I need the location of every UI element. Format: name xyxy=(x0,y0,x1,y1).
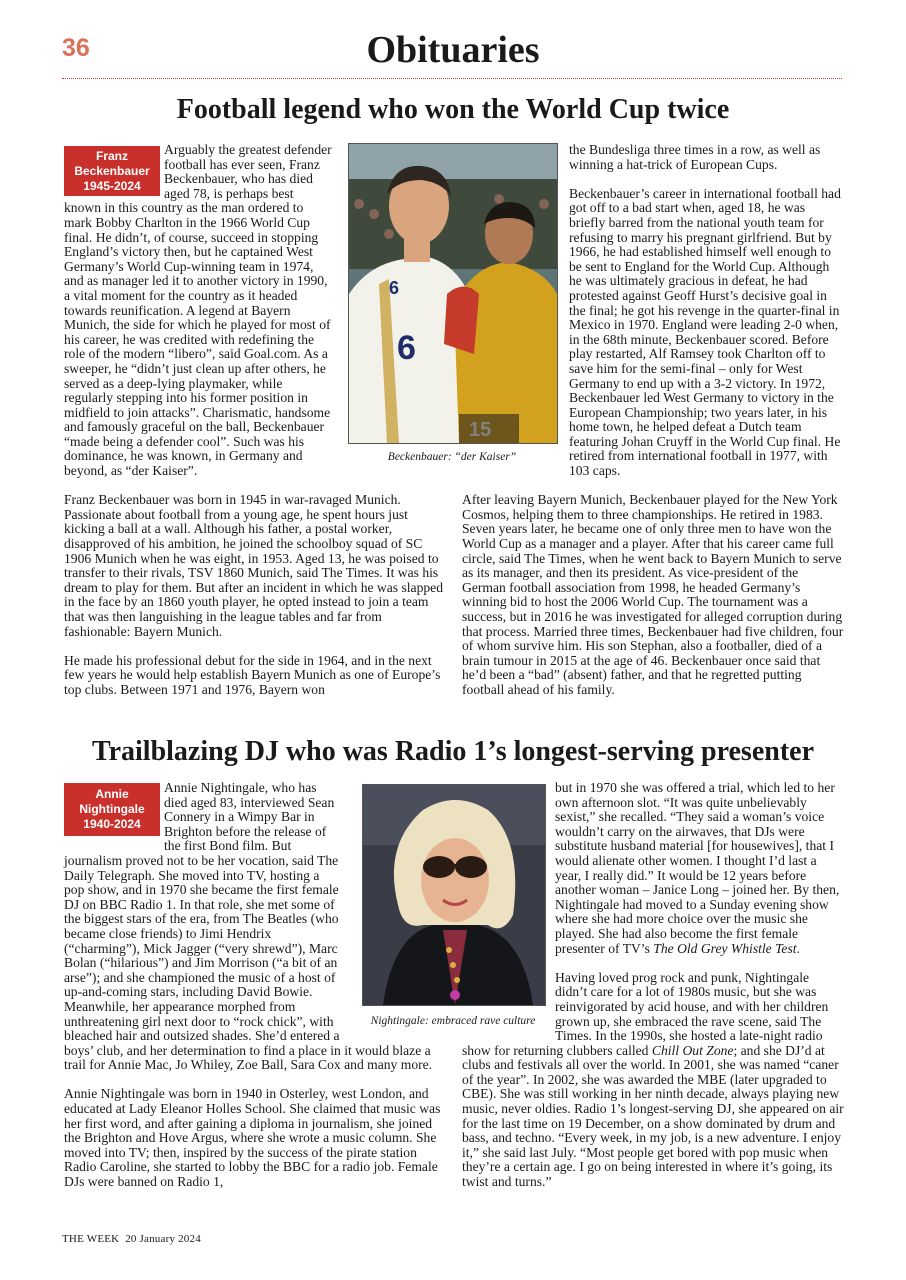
article2-photo-space xyxy=(343,781,450,1031)
article2-paragraph: Annie Nightingale was born in 1940 in Osterley, west London, and educated at Lady Eleanor Holles School. She claimed that music was her first word, and after gaining a diploma in journalism, she joined the Brighton and Hove Argus, where she wrote a music column. She moved into TV; then, inspired by the success of the pirate station Radio Caroline, she started to lobby the BBC for a radio job. Female DJs were banned on Radio 1, xyxy=(64,1086,441,1190)
article1-photo-space-right xyxy=(462,143,569,479)
article1-photo-space xyxy=(333,143,450,485)
article2-right-column xyxy=(462,781,844,1190)
article1-paragraph: Arguably the greatest defender football has ever seen, Franz Beckenbauer, who has died aged 78, is perhaps best known in this country as the man ordered to mark Bobby Charlton in the 1966 World Cup final. He didn’t, of course, succeed in stopping England’s victory then, but he captained West Germany’s World Cup-winning team in 1974, and as manager led it to another victory in 1990, a vital moment for the country as it headed towards reunification. A legend at Bayern Munich, the side for which he played for most of his career, he was credited with redefining the role of the modern “libero”, said Goal.com. As a sweeper, he “didn’t just clean up after others, he served as a deep-lying playmaker, while regularly stepping into his former position in midfield to join attacks”. Charismatic, handsome and famously graceful on the ball, Beckenbauer “made being a defender cool”. Such was his dominance, he was known, in Germany and beyond, as “der Kaiser”. xyxy=(64,142,332,479)
header-divider xyxy=(62,78,842,79)
article2-headline: Trailblazing DJ who was Radio 1’s longest-serving presenter xyxy=(91,736,815,767)
article1-tag-space xyxy=(64,143,164,188)
article2-tag-name: Annie Nightingale xyxy=(79,787,145,816)
article1-headline: Football legend who won the World Cup twice xyxy=(176,94,730,125)
article1-paragraph: Franz Beckenbauer was born in 1945 in war-ravaged Munich. Passionate about football from a young age, he spent hours just kicking a ball at a wall. Although his father, a postal worker, disapproved of his ambition, he joined the schoolboy squad of SC 1906 Munich when he was eight, in 1953. Aged 13, he was poised to transfer to their rivals, TSV 1860 Munich, said The Times. It was his dream to play for them. But after an incident in which he was slapped in the face by an 1860 youth player, he opted instead to join a team that was then languishing in the league tables and far from fashionable: Bayern Munich. xyxy=(64,492,443,639)
article2-text-run: but in 1970 she was offered a trial, which led to her own afternoon slot. “It was quite unbelievably sexist,” she recalled. “They said a woman’s voice wouldn’t carry on the airwaves, that DJs were substitute husband material [for housewives], that I would alienate other women. I thought I’d last a year, I really did.” It would be 12 years before another woman – Janice Long – joined her. By then, Nightingale had moved to a Sunday evening show where she had more choice over the music she played. She had also become the first female presenter of TV’s xyxy=(555,780,840,956)
article1-tag-years: 1945-2024 xyxy=(83,178,141,193)
page-number: 36 xyxy=(62,34,90,62)
article2-text-run: . xyxy=(796,940,800,956)
article2-text-run: ; and she DJ’d at clubs and festivals all over the world. In 2001, she was named “caner of the year”. In 2002, she was awarded the MBE (later upgraded to CBE). She was still working in her ninth decade, always playing new music, never oldies. Radio 1’s longest-serving DJ, she appeared on air for the last time on 19 December, on a show dominated by drum and bass, and techno. “Every week, in my job, is a new adventure. I enjoy it,” she said last July. “Most people get bored with pop music when they’re a certain age. I go on being interested in where it’s going, its twist and turns.” xyxy=(462,1042,844,1190)
article2-paragraph: Annie Nightingale, who has died aged 83, interviewed Sean Connery in a Wimpy Bar in Brighton before the release of the first Bond film. But journalism proved not to be her vocation, said The Daily Telegraph. She moved into TV, hosting a pop show, and in 1970 she became the first female DJ on BBC Radio 1. In that role, she met some of the biggest stars of the era, from The Beatles (who became close friends) to Jimi Hendrix (“charming”), Mick Jagger (“very shrewd”), Marc Bolan (“hilarious”) and Jim Morrison (“a bit of an arse”); and she championed the music of a host of up-and-coming stars, including David Bowie. Meanwhile, her appearance morphed from unthreatening girl next door to “rock chick”, with bleached hair and outsized shades. She’d entered a boys’ club, and her determination to find a place in it would blaze a trail for Annie Mac, Jo Whiley, Zoe Ball, Sara Cox and many more. xyxy=(64,780,433,1073)
article1-paragraph: Beckenbauer’s career in international football had got off to a bad start when, aged 18, he was briefly barred from the national youth team for refusing to marry his pregnant girlfriend. But by 1966, he had established himself well enough to be sent to England for the World Cup. Although he was ultimately gracious in defeat, he had protested against Geoff Hurst’s decisive goal in the final; he got his revenge in the quarter-final in Mexico in 1970. England were leading 2-0 when, in the 68th minute, Beckenbauer scored. Before play restarted, Alf Ramsey took Charlton off to save him for the semi-final – only for West Germany to end up with a 3-2 victory. In 1972, Beckenbauer led West Germany to victory in the European Championship; two years later, in his home town, he helped defeat a Dutch team featuring Johan Cruyff in the World Cup final. He retired from international football in 1977, with 103 caps. xyxy=(569,185,841,479)
article1-paragraph: the Bundesliga three times in a row, as well as winning a hat-trick of European Cups. xyxy=(569,142,821,172)
article2-show-title: Chill Out Zone xyxy=(651,1042,734,1058)
article2-left-column xyxy=(64,781,450,1190)
article2-programme-title: The Old Grey Whistle Test xyxy=(653,940,797,956)
article2-photo-space-right xyxy=(462,781,555,1033)
page-footer: THE WEEK 20 January 2024 xyxy=(62,1233,201,1245)
article1-paragraph: After leaving Bayern Munich, Beckenbauer played for the New York Cosmos, helping them to three championships. He retired in 1983. Seven years later, he became one of only three men to have won the World Cup as a manager and a player. After that his career came full circle, said The Times, when he went back to Bayern Munich to serve as its manager, and then its president. As vice-president of the German football association from 1998, he headed Germany’s winning bid to host the 2006 World Cup. The tournament was a success, but in 2016 he was investigated for alleged corruption during that process. Married three times, Beckenbauer had five children, four of whom survive him. His son Stephan, also a footballer, died of a brain tumour in 2015 at the age of 46. Beckenbauer once said that he’d been a “bad” (absent) father, and that he regretted putting football ahead of his family. xyxy=(462,492,844,697)
section-title: Obituaries xyxy=(366,29,540,71)
article1-left-column xyxy=(64,143,450,698)
svg-text:6: 6 xyxy=(397,329,416,367)
svg-text:6: 6 xyxy=(389,278,400,298)
article2-tag-space xyxy=(64,781,164,841)
article1-paragraph: He made his professional debut for the side in 1964, and in the next few years he would help establish Bayern Munich as one of Europe’s top clubs. Between 1971 and 1976, Bayern won xyxy=(64,652,441,697)
article1-tag-name: Franz Beckenbauer xyxy=(74,148,150,178)
article1-photo-caption: Beckenbauer: “der Kaiser” xyxy=(387,451,517,463)
article2-photo-caption: Nightingale: embraced rave culture xyxy=(370,1015,536,1027)
article2-tag-years: 1940-2024 xyxy=(83,817,141,831)
article1-right-column xyxy=(462,143,844,698)
article2-text-run: Having loved prog rock and punk, Nightingale didn’t care for a lot of 1980s music, but she was reinvigorated by acid house, and with her children grown up, she embraced the rave scene, said The Times. In the 1990s, she hosted a late-night radio show for returning clubbers called xyxy=(462,969,829,1058)
